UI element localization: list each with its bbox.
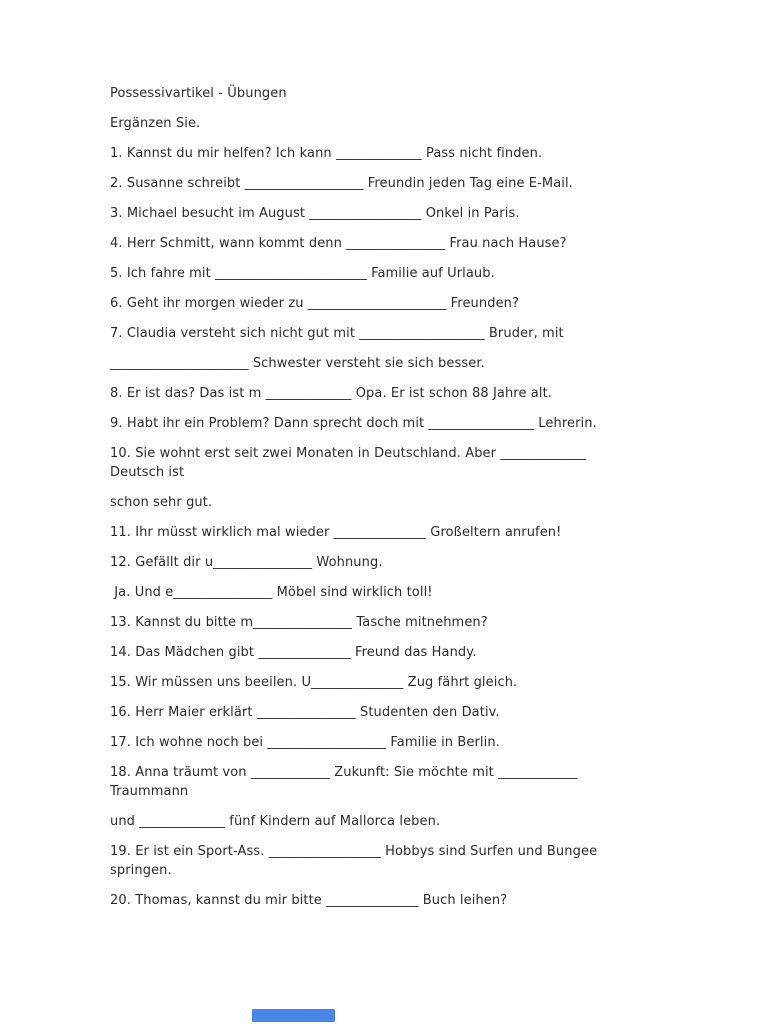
exercise-line-18-continued: Traummann [110,784,189,799]
exercise-line-3: 3. Michael besucht im August _________________ Onkel in Paris. [110,206,520,221]
exercise-line-2: 2. Susanne schreibt __________________ Freundin jeden Tag eine E-Mail. [110,176,573,191]
exercise-line-9: 9. Habt ihr ein Problem? Dann sprecht doch mit ________________ Lehrerin. [110,416,597,431]
page-progress-indicator [252,1009,335,1022]
exercise-line-10-continued: Deutsch ist [110,465,185,480]
exercise-line-5: 5. Ich fahre mit _______________________ Familie auf Urlaub. [110,266,495,281]
document-content [110,84,672,910]
exercise-line-10-continued-2: schon sehr gut. [110,495,213,510]
exercise-line-4: 4. Herr Schmitt, wann kommt denn _______________ Frau nach Hause? [110,236,567,251]
exercise-line-12-answer: Ja. Und e_______________ Möbel sind wirklich toll! [110,585,433,600]
exercise-line-7-continued: _____________________ Schwester versteht sie sich besser. [110,356,485,371]
exercise-line-15: 15. Wir müssen uns beeilen. U______________ Zug fährt gleich. [110,675,518,690]
exercise-line-10: 10. Sie wohnt erst seit zwei Monaten in Deutschland. Aber _____________ [110,446,587,461]
exercise-line-19: 19. Er ist ein Sport-Ass. _________________ Hobbys sind Surfen und Bungee [110,844,598,859]
exercise-line-7: 7. Claudia versteht sich nicht gut mit ___________________ Bruder, mit [110,326,564,341]
exercise-line-1: 1. Kannst du mir helfen? Ich kann _____________ Pass nicht finden. [110,146,543,161]
instruction-text: Ergänzen Sie. [110,116,201,131]
exercise-line-20: 20. Thomas, kannst du mir bitte ______________ Buch leihen? [110,893,508,908]
exercise-line-17: 17. Ich wohne noch bei __________________ Familie in Berlin. [110,735,500,750]
exercise-line-14: 14. Das Mädchen gibt ______________ Freund das Handy. [110,645,477,660]
exercise-line-6: 6. Geht ihr morgen wieder zu _____________________ Freunden? [110,296,520,311]
exercise-line-18-continued-2: und _____________ fünf Kindern auf Mallorca leben. [110,814,441,829]
exercise-line-16: 16. Herr Maier erklärt _______________ Studenten den Dativ. [110,705,500,720]
exercise-line-18: 18. Anna träumt von ____________ Zukunft: Sie möchte mit ____________ [110,765,578,780]
document-title: Possessivartikel - Übungen [110,86,287,101]
exercise-line-13: 13. Kannst du bitte m_______________ Tasche mitnehmen? [110,615,488,630]
exercise-line-8: 8. Er ist das? Das ist m _____________ Opa. Er ist schon 88 Jahre alt. [110,386,553,401]
exercise-line-12: 12. Gefällt dir u_______________ Wohnung. [110,555,383,570]
exercise-line-11: 11. Ihr müsst wirklich mal wieder ______________ Großeltern anrufen! [110,525,562,540]
exercise-line-19-continued: springen. [110,863,172,878]
